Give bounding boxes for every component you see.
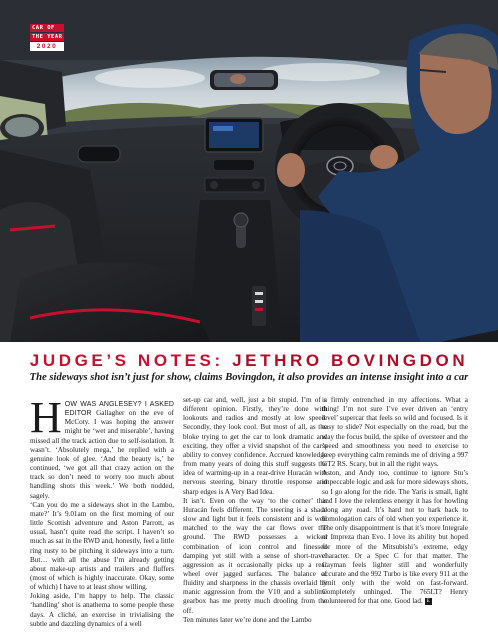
body-column-1 (30, 393, 174, 629)
col3-para-2 (322, 469, 468, 606)
col1-para-2: ‘Can you do me a sideways shot in the Lambo, mate?’ It’s 9.01am on the first morning of our little Scottish adventure and Aston Parrott, as usual, hasn’t quite read the script. I haven’t so much as sat in the RWD and, honestly, feel a little ring rusty to be pitching it sideways into a turn. But… with all the abuse I’m already getting about make-up artists and trailers and fluffers (most of which is highly inaccurate. Okay, some of which) I have to at least show willing. (30, 500, 174, 592)
col3-para-1: is firmly entrenched in my affections. What a thing! I’m not sure I’ve ever driven an ‘entry level’ supercar that feels so wild and focused. Is it easy to slide? Not especially on the road, but the way the focus build, the spike of oversteer and the speed and smoothness you need to exercise to keep everything calm reminds me of driving a 997 GT2 RS. Scary, but in all the right ways. (322, 396, 468, 469)
badge-year: 2020 (30, 42, 64, 51)
car-of-the-year-badge (30, 24, 64, 51)
end-mark-icon: E (426, 599, 430, 605)
body-paragraph (30, 393, 174, 501)
headline-name: JETHRO BOVINGDON (232, 351, 469, 370)
body-column-2 (183, 396, 327, 625)
body-column-3 (322, 396, 468, 607)
col2-para-2: It isn’t. Even on the way ‘to the corner’ this Huracán feels different. The steering is a shade slow and light but it feels consistent and is well matched to the way the car flows over the ground. The RWD possesses a wicked combination of icon control and finessed damping yet still with a sense of short-travel aggression as it occasionally picks up a rear wheel over jagged surfaces. The balance of fluidity and sharpness in the chassis overlaid by manic aggression from the V10 and a sublime gearbox has me pretty much drooling from the off. (183, 496, 327, 615)
col3-para-2-text: Aston, and Andy too, continue to ignore Stu’s impeccable logic and ask for more sideways shots, so I go along for the ride. The Yaris is small, light and I love the relentless energy it has for howling along any road. It’s hard not to hark back to homologation cars of old when you experience it. The only disappointment is that it’s more Integrale or Impreza than Evo. I love its ability but hoped for more of the Mitsubishi’s extreme, edgy character. Or a Spec C for that matter. The Cayman feels lighter still and wonderfully accurate and the 992 Turbo is like every 911 at the limit only with the wold on fast-forward. Completely unhinged. The 765LT? Henry volunteered for that one. Good lad. (322, 469, 468, 606)
lede-text: OW WAS ANGLESEY? I ASKED EDITOR (64, 401, 174, 418)
drop-cap: H (30, 393, 62, 442)
col1-para-3: Joking aside, I’m happy to help. The classic ‘handling’ shot is anathema to some people these days. A cliché, an exercise in trivialising the subtle and dazzling dynamics of a well (30, 592, 174, 628)
headline-prefix: JUDGE’S NOTES: (29, 351, 233, 370)
col2-para-1: set-up car and, well, just a bit stupid. I’m of a different opinion. Firstly, they’re done with lookouts and radios and mostly at low speed. Secondly, they look cool. But most of all, as the bloke trying to get the car to look dramatic and exciting, they offer a vivid snapshot of the car’s ability to convey confidence. Accrued knowledge from many years of doing this stuff suggests the idea of warming-up in a rear-drive Huracán with nervous steering, binary throttle response and sharp edges is A Very Bad Idea. (183, 396, 327, 496)
standfirst: The sideways shot isn’t just for show, claims Bovingdon, it also provides an intense insight into a car (29, 372, 469, 383)
col1-para-1: Gallagher on the eve of McCoty. I was hoping the answer might be ‘wet and miserable’, having missed all the track action due to self-isolation. It wasn’t. ‘Absolutely mega,’ he replied with a genuine look of glee. ‘And the beauty is,’ he continued, ‘we got all that crazy action on the track so don’t need to worry too much about handling shots this week.’ We both nodded, sagely. (30, 409, 174, 500)
article-headline (0, 349, 498, 373)
col2-para-3: Ten minutes later we’re done and the Lambo (183, 615, 312, 624)
badge-line-1: CAR OF (30, 24, 64, 32)
badge-line-2: THE YEAR (32, 34, 63, 40)
